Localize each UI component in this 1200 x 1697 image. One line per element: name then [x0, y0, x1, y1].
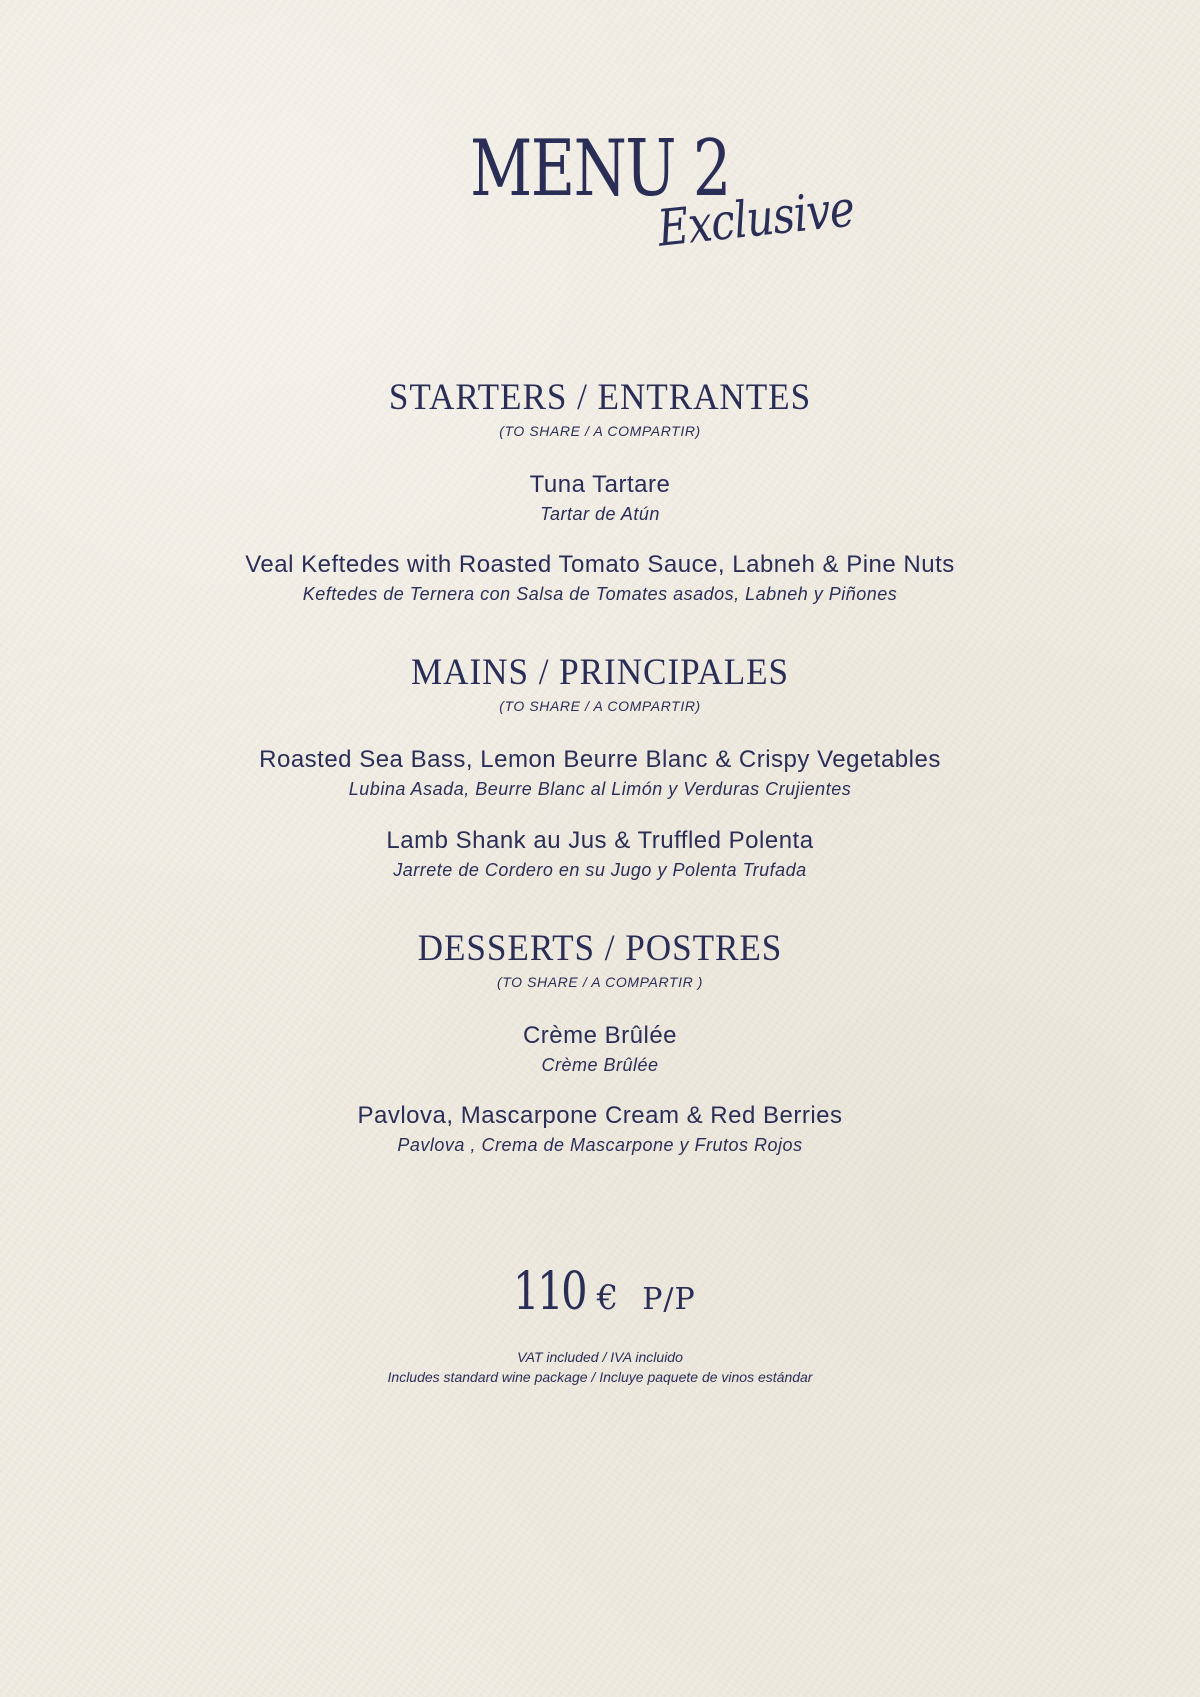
dish-name-es: Pavlova , Crema de Mascarpone y Frutos Rojos [397, 1135, 803, 1156]
dish-name-es: Tartar de Atún [540, 503, 660, 524]
section-title: DESSERTS / POSTRES [417, 927, 783, 969]
dish-name-en: Pavlova, Mascarpone Cream & Red Berries [357, 1101, 843, 1129]
section-note: (TO SHARE / A COMPARTIR) [499, 698, 701, 715]
menu-subtitle: Exclusive [655, 179, 857, 258]
section-desserts [0, 929, 1200, 1158]
dish-name-en: Veal Keftedes with Roasted Tomato Sauce, Labneh & Pine Nuts [245, 551, 955, 579]
section-title: STARTERS / ENTRANTES [388, 377, 812, 418]
dish-item [0, 549, 1200, 607]
section-starters [0, 378, 1200, 607]
dish-item [0, 1100, 1200, 1158]
dish-name-en: Roasted Sea Bass, Lemon Beurre Blanc & Crispy Vegetables [259, 746, 941, 774]
footnotes [0, 1348, 1200, 1387]
price-currency: € [596, 1278, 619, 1318]
menu-title-block [0, 124, 1200, 270]
dish-item [0, 744, 1200, 802]
vat-note: VAT included / IVA incluido [517, 1349, 683, 1365]
price-amount: 110 [513, 1262, 586, 1322]
dish-name-es: Keftedes de Ternera con Salsa de Tomates asados, Labneh y Piñones [302, 584, 898, 605]
dish-item [0, 469, 1200, 527]
price [0, 1262, 1200, 1322]
section-note: (TO SHARE / A COMPARTIR) [499, 422, 701, 439]
dish-name-en: Lamb Shank au Jus & Truffled Polenta [386, 826, 814, 854]
dish-item [0, 1020, 1200, 1078]
dish-name-en: Tuna Tartare [529, 470, 671, 498]
section-mains [0, 653, 1200, 882]
dish-name-es: Crème Brûlée [541, 1054, 659, 1075]
dish-item [0, 825, 1200, 883]
wine-note: Includes standard wine package / Incluye paquete de vinos estándar [387, 1368, 813, 1385]
dish-name-es: Lubina Asada, Beurre Blanc al Limón y Verduras Crujientes [348, 779, 852, 800]
menu-title: MENU 2 [470, 124, 730, 214]
section-title: MAINS / PRINCIPALES [410, 652, 790, 694]
dish-name-es: Jarrete de Cordero en su Jugo y Polenta Trufada [393, 859, 807, 880]
price-per-person: P/P [642, 1282, 696, 1317]
menu-content [0, 378, 1200, 1158]
section-note: (TO SHARE / A COMPARTIR ) [496, 973, 704, 990]
dish-name-en: Crème Brûlée [522, 1021, 678, 1049]
